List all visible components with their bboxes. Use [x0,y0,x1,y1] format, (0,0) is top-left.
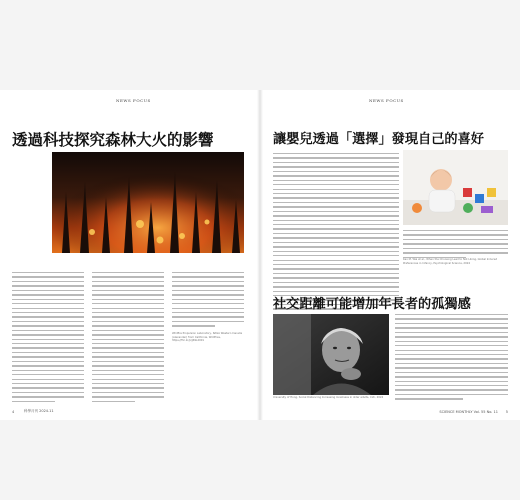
elderly-caption: University of Hong, Social Distancing Increasing loneliness in older adults, Cidi, 2024 [273,396,384,399]
wildfire-photo [52,152,244,253]
article-title-infant-choice: 讓嬰兒透過「選擇」發現自己的喜好 [273,132,484,147]
right-folio-label: SCIENCE MONTHLY Vol. 55 No. 11 [439,410,498,414]
right-page [261,90,520,420]
left-page [0,90,259,420]
left-running-head: NEWS FOCUS [116,98,151,103]
article-title-social-distancing: 社交距離可能增加年長者的孤獨感 [273,297,471,312]
elderly-photo [273,314,389,395]
right-folio-number: 5 [505,410,508,414]
infant-caption: Kao M. Wai et al., When the Choosing Lead to Not Liking, Global Induced Preferences in Infancy, Psychological Science, 2024 [403,258,498,265]
infant-text-column [273,153,399,313]
left-folio-number: 4 [12,410,15,414]
magazine-spread [0,90,520,420]
article-title-wildfire: 透過科技探究森林大火的影響 [12,131,214,149]
infant-image [403,150,508,225]
elderly-text-column [395,314,508,403]
left-folio-label: 科學月刊 2024.11 [24,409,54,413]
wildfire-image [52,152,244,253]
infant-photo [403,150,508,225]
wildfire-text-column-2 [92,272,164,405]
elderly-image [273,314,389,395]
wildfire-text-column-3 [172,272,244,330]
infant-text-column-2 [403,230,508,261]
wildfire-text-column-1 [12,272,84,405]
wildfire-caption: Wildfire Propulsion Laboratory, NASA Western Canada (Alexander) from California, Wildfires, https://flic.kr/p/jR9L2001 [172,332,243,343]
right-running-head: NEWS FOCUS [369,98,404,103]
